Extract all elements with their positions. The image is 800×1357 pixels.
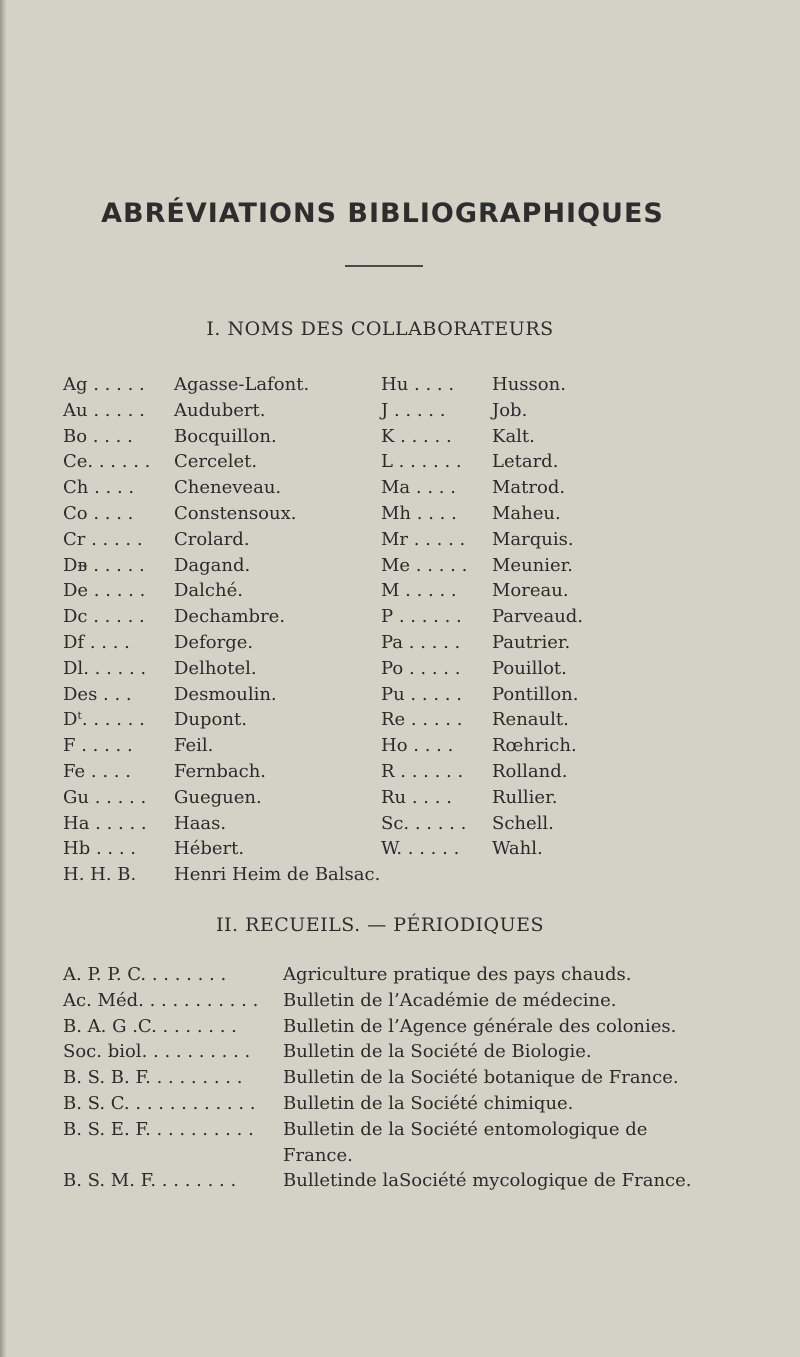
collaborator-abbr: De . . . . .: [63, 580, 146, 602]
collaborator-abbr: J . . . . .: [381, 399, 446, 421]
collaborator-abbr: Df . . . .: [63, 631, 130, 653]
collaborator-abbr: Des . . .: [63, 683, 132, 705]
collaborator-name: Wahl.: [492, 838, 543, 860]
collaborator-row: [381, 630, 681, 656]
collaborator-abbr: Mr . . . . .: [381, 528, 466, 550]
collaborator-row: [381, 372, 681, 398]
collaborator-name: Meunier.: [492, 554, 574, 576]
collaborator-row: [63, 656, 393, 682]
collaborator-name: Schell.: [492, 812, 554, 834]
collaborator-row: [63, 811, 393, 837]
periodical-row: [63, 1091, 723, 1117]
periodical-title: [283, 1168, 723, 1194]
collaborator-name: Deforge.: [174, 631, 254, 653]
collaborator-abbr: Dᵗ. . . . . .: [63, 709, 145, 731]
collaborator-name: Renault.: [492, 709, 569, 731]
collaborator-abbr: P . . . . . .: [381, 606, 462, 628]
collaborator-abbr: Bo . . . .: [63, 425, 133, 447]
collaborator-abbr: Re . . . . .: [381, 709, 463, 731]
collaborators-left-column: [63, 372, 393, 862]
collaborator-row: [381, 759, 681, 785]
collaborator-name: Pouillot.: [492, 657, 567, 679]
periodical-title-text: Bulletinde laSociété mycologique de France.: [283, 1170, 692, 1192]
collaborator-name: Dalché.: [174, 580, 243, 602]
collaborator-name: Moreau.: [492, 580, 569, 602]
collaborator-name: Dupont.: [174, 709, 247, 731]
collaborator-abbr: Mh . . . .: [381, 502, 457, 524]
collaborator-name: Delhotel.: [174, 657, 257, 679]
collaborator-row: [381, 424, 681, 450]
collaborator-row: [381, 785, 681, 811]
periodical-title-continued: France.: [283, 1144, 353, 1166]
collaborator-row: [63, 398, 393, 424]
collaborator-name: Matrod.: [492, 477, 566, 499]
collaborator-row: [63, 759, 393, 785]
collaborator-name: Gueguen.: [174, 786, 262, 808]
periodical-title: [283, 1039, 723, 1065]
collaborator-abbr: Cr . . . . .: [63, 528, 143, 550]
collaborator-name: Audubert.: [174, 399, 266, 421]
collaborator-row: [63, 578, 393, 604]
periodicals-list: [63, 962, 723, 1194]
periodical-title: [283, 1091, 723, 1117]
collaborator-row: [63, 733, 393, 759]
periodical-abbr: B. A. G .C. . . . . . . .: [63, 1015, 237, 1037]
collaborator-row: [63, 424, 393, 450]
periodical-abbr: A. P. P. C. . . . . . . .: [63, 964, 227, 985]
collaborator-name: Husson.: [492, 374, 566, 395]
periodical-abbr: B. S. B. F. . . . . . . . .: [63, 1067, 243, 1089]
collaborator-abbr: Ce. . . . . .: [63, 451, 151, 473]
periodical-title: [283, 1065, 723, 1091]
page-title: ABRÉVIATIONS BIBLIOGRAPHIQUES: [101, 198, 664, 229]
collaborator-name: Letard.: [492, 451, 559, 473]
section-heading-periodicals: II. RECUEILS. — PÉRIODIQUES: [215, 914, 545, 936]
collaborator-abbr: L . . . . . .: [381, 451, 462, 473]
periodical-row: [63, 1065, 723, 1091]
collaborator-row: [381, 398, 681, 424]
collaborator-name: Dagand.: [174, 554, 251, 576]
collaborator-name: Rullier.: [492, 786, 558, 808]
collaborator-abbr: Ru . . . .: [381, 786, 452, 808]
collaborator-name: Bocquillon.: [174, 425, 277, 447]
collaborator-abbr: H. H. B.: [63, 864, 137, 885]
collaborator-row: [381, 656, 681, 682]
collaborator-name: Job.: [492, 399, 528, 421]
periodical-row: [63, 1039, 723, 1065]
collaborator-row: [381, 501, 681, 527]
collaborator-row: [63, 707, 393, 733]
collaborator-abbr: Fe . . . .: [63, 760, 131, 782]
collaborator-row: [381, 604, 681, 630]
collaborator-row: [63, 682, 393, 708]
periodical-row: [63, 962, 723, 988]
collaborator-row: [63, 475, 393, 501]
periodical-title-text: Bulletin de la Société entomologique de: [283, 1118, 648, 1140]
collaborator-name: Constensoux.: [174, 502, 297, 524]
periodical-row: [63, 1014, 723, 1040]
periodical-title-text: Bulletin de l’Agence générale des colonies.: [283, 1015, 677, 1037]
collaborator-name: Crolard.: [174, 528, 250, 550]
periodical-title: [283, 962, 723, 988]
collaborator-abbr: Co . . . .: [63, 502, 134, 524]
collaborator-name: Henri Heim de Balsac.: [174, 864, 381, 885]
collaborator-name: Pontillon.: [492, 683, 579, 705]
collaborator-row: [381, 682, 681, 708]
collaborator-row: [63, 785, 393, 811]
collaborator-row: [63, 527, 393, 553]
collaborator-abbr: Dᴃ . . . . .: [63, 554, 145, 576]
collaborator-row: [63, 553, 393, 579]
collaborator-row: [381, 475, 681, 501]
periodical-title: [283, 988, 723, 1014]
collaborator-row: [381, 836, 681, 862]
collaborator-abbr: Hu . . . .: [381, 374, 455, 395]
collaborator-name: Cercelet.: [174, 451, 258, 473]
collaborator-name: Feil.: [174, 735, 214, 757]
collaborator-row: [381, 527, 681, 553]
collaborator-abbr: Ag . . . . .: [63, 374, 145, 395]
collaborator-name: Parveaud.: [492, 606, 584, 628]
collaborator-row: [381, 707, 681, 733]
section-heading-collaborators: I. NOMS DES COLLABORATEURS: [206, 318, 554, 340]
periodical-abbr: Soc. biol. . . . . . . . . .: [63, 1041, 251, 1063]
periodical-title-text: Bulletin de l’Académie de médecine.: [283, 989, 617, 1011]
collaborator-abbr: Dc . . . . .: [63, 606, 145, 628]
collaborator-name: Agasse-Lafont.: [174, 374, 310, 395]
periodical-title: [283, 1117, 723, 1169]
collaborator-row: [381, 578, 681, 604]
collaborator-name: Dechambre.: [174, 606, 286, 628]
periodical-title-text: Bulletin de la Société chimique.: [283, 1092, 574, 1114]
collaborator-abbr: Me . . . . .: [381, 554, 468, 576]
periodical-abbr: Ac. Méd. . . . . . . . . . .: [63, 989, 259, 1011]
title-rule: [345, 265, 423, 267]
collaborator-row: [63, 862, 563, 888]
collaborator-row: [63, 372, 393, 398]
collaborator-row: [63, 836, 393, 862]
collaborator-abbr: Au . . . . .: [63, 399, 145, 421]
collaborators-right-column: [381, 372, 681, 862]
collaborator-row: [63, 630, 393, 656]
periodical-row: [63, 988, 723, 1014]
collaborator-abbr: R . . . . . .: [381, 760, 464, 782]
collaborator-name: Cheneveau.: [174, 477, 282, 499]
collaborator-row: [381, 811, 681, 837]
periodical-title-text: Bulletin de la Société de Biologie.: [283, 1041, 592, 1063]
periodical-abbr: B. S. C. . . . . . . . . . . .: [63, 1092, 256, 1114]
collaborator-abbr: Sc. . . . . .: [381, 812, 467, 834]
collaborator-row: [381, 733, 681, 759]
collaborator-abbr: Pa . . . . .: [381, 631, 461, 653]
collaborator-abbr: Pu . . . . .: [381, 683, 462, 705]
collaborator-name: Maheu.: [492, 502, 561, 524]
collaborator-abbr: Ho . . . .: [381, 735, 454, 757]
periodical-title-text: Bulletin de la Société botanique de France.: [283, 1067, 679, 1089]
periodical-abbr: B. S. E. F. . . . . . . . . .: [63, 1118, 254, 1140]
collaborator-abbr: Ch . . . .: [63, 477, 135, 499]
collaborator-abbr: F . . . . .: [63, 735, 133, 757]
collaborator-abbr: W. . . . . .: [381, 838, 460, 860]
collaborator-abbr: Dl. . . . . .: [63, 657, 147, 679]
periodical-row: [63, 1117, 723, 1169]
collaborator-abbr: Po . . . . .: [381, 657, 461, 679]
collaborator-abbr: Ha . . . . .: [63, 812, 147, 834]
collaborator-name: Pautrier.: [492, 631, 571, 653]
collaborator-row: [63, 449, 393, 475]
collaborator-name: Rolland.: [492, 760, 568, 782]
collaborator-row: [63, 501, 393, 527]
collaborator-name: Marquis.: [492, 528, 574, 550]
collaborator-abbr: Gu . . . . .: [63, 786, 147, 808]
periodical-title-text: Agriculture pratique des pays chauds.: [283, 964, 632, 985]
periodical-abbr: B. S. M. F. . . . . . . .: [63, 1170, 237, 1192]
collaborator-abbr: Hb . . . .: [63, 838, 136, 860]
collaborator-row: [381, 449, 681, 475]
collaborator-row: [63, 604, 393, 630]
collaborator-name: Desmoulin.: [174, 683, 277, 705]
collaborator-row: [381, 553, 681, 579]
collaborator-name: Kalt.: [492, 425, 535, 447]
periodical-row: [63, 1168, 723, 1194]
collaborator-abbr: M . . . . .: [381, 580, 457, 602]
collaborator-name: Rœhrich.: [492, 735, 577, 757]
collaborator-name: Fernbach.: [174, 760, 267, 782]
collaborator-name: Haas.: [174, 812, 227, 834]
collaborator-abbr: Ma . . . .: [381, 477, 456, 499]
collaborator-abbr: K . . . . .: [381, 425, 452, 447]
periodical-title: [283, 1014, 723, 1040]
collaborator-name: Hébert.: [174, 838, 245, 860]
